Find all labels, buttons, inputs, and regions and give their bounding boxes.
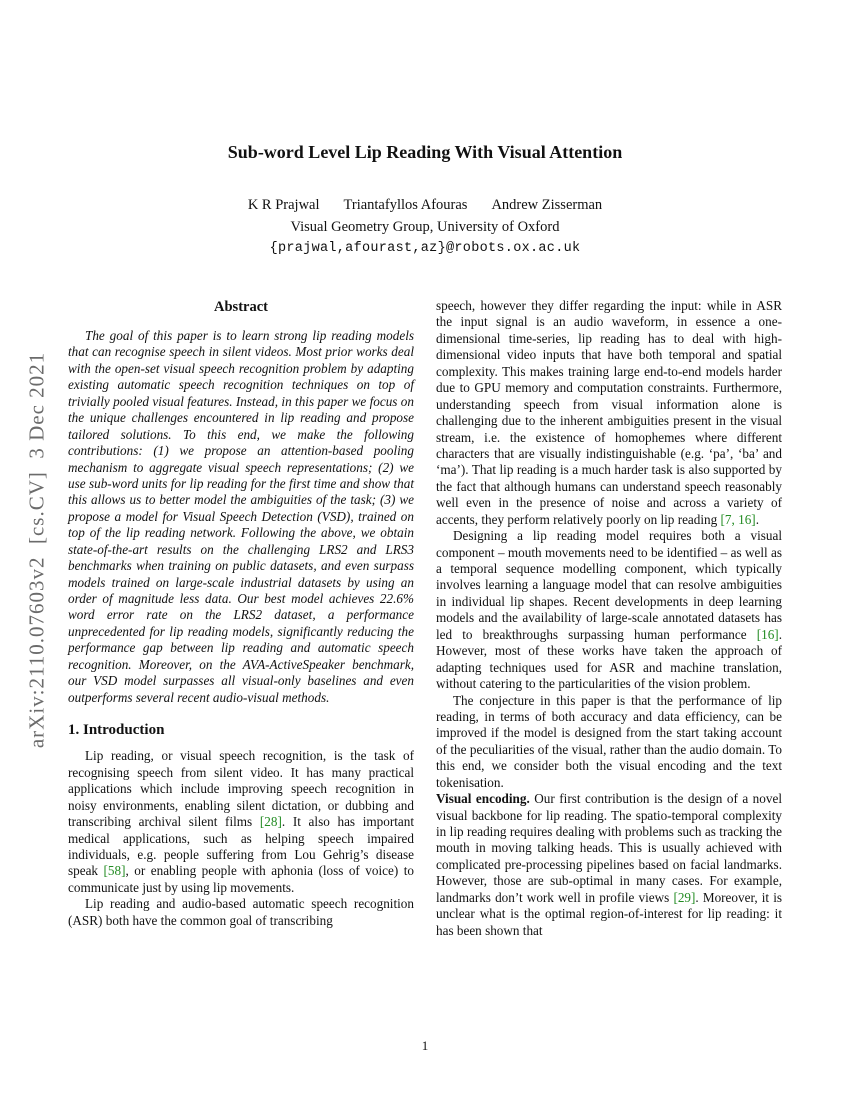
paragraph-lead-bold: Visual encoding. <box>436 791 530 807</box>
author-list <box>68 197 782 214</box>
page-number: 1 <box>421 1038 429 1053</box>
citation-link[interactable]: [16] <box>756 626 779 642</box>
section-heading: 1. Introduction <box>68 722 165 739</box>
paper-header <box>68 142 782 256</box>
abstract-heading: Abstract <box>214 299 268 315</box>
two-column-body <box>68 298 782 939</box>
paragraph: The conjecture in this paper is that the performance of lip reading, in terms of both accuracy and data efficiency, can be improved if the model is designed from the start taking account of the peculiarities of the visual, rather than the audio domain. To this end, we consider both the visual encoding and the text tokenisation. <box>436 692 782 790</box>
author-name: K R Prajwal <box>247 197 320 213</box>
author-name: Andrew Zisserman <box>491 197 603 213</box>
paragraph: Designing a lip reading model requires both a visual component – mouth movements need to be identified – as well as a temporal sequence modelling component, which typically involves learning a language model that can resolve ambiguities in individual lip shapes. Recent developments in deep learning models and the availability of large-scale annotated datasets has led to breakthroughs surpassing human performance [16]. However, most of these works have taken the approach of adapting techniques used for ASR and machine translation, without catering to the particularities of the vision problem. <box>436 528 782 692</box>
citation-link[interactable]: [29] <box>673 889 696 905</box>
author-name: Triantafyllos Afouras <box>343 197 468 213</box>
citation-link[interactable]: [28] <box>259 814 282 830</box>
paragraph: Visual encoding. Our first contribution is the design of a novel visual backbone for lip reading. The spatio-temporal complexity in lip reading requires dealing with problems such as tracking the mouth in moving talking heads. This is usually achieved with complicated pre-processing pipelines based on facial landmarks. However, those are sub-optimal in many cases. For example, landmarks don’t work well in profile views [29]. Moreover, it is unclear what is the optimal region-of-interest for lip reading: it has been shown that <box>436 791 783 938</box>
arxiv-watermark: arXiv:2110.07603v2 [cs.CV] 3 Dec 2021 <box>24 351 49 749</box>
paragraph: Lip reading and audio-based automatic speech recognition (ASR) both have the common goal of transcribing <box>68 896 414 928</box>
paragraph: speech, however they differ regarding the input: while in ASR the input signal is an audio waveform, in essence a one-dimensional time-series, lip reading has to deal with high-dimensional video inputs that have both temporal and spatial complexity. This makes training large end-to-end models harder due to GPU memory and computation constraints. Furthermore, understanding speech from visual information alone is challenging due to the inherent ambiguities present in the visual stream, i.e. the existence of homophemes where different characters that are visually indistinguishable (e.g. ‘pa’, ‘ba’ and ‘ma’). That lip reading is a much harder task is also supported by the fact that although humans can understand speech reasonably well even in the presence of noise and across a variety of accents, they perform relatively poorly on lip reading [7, 16]. <box>436 298 782 527</box>
right-column <box>436 298 782 939</box>
citation-link[interactable]: [58] <box>103 863 126 879</box>
citation-link[interactable]: [7, 16] <box>720 511 756 527</box>
left-column <box>68 298 414 939</box>
paper-title: Sub-word Level Lip Reading With Visual Attention <box>227 142 623 162</box>
paragraph: Lip reading, or visual speech recognition, is the task of recognising speech from silent video. It has many practical applications which include improving speech recognition in noisy environments, enabling silent dictation, or dubbing and transcribing archival silent films [28]. It also has important medical applications, such as helping speech impaired individuals, e.g. people suffering from Lou Gehrig’s disease speak [58], or enabling people with aphonia (loss of voice) to communicate just by using lip movements. <box>68 748 415 895</box>
contact-email: {prajwal,afourast,az}@robots.ox.ac.uk <box>269 241 581 256</box>
affiliation: Visual Geometry Group, University of Oxford <box>290 219 560 235</box>
page-content <box>68 142 782 939</box>
paragraph: The goal of this paper is to learn strong lip reading models that can recognise speech in silent videos. Most prior works deal with the open-set visual speech recognition problem by adapting existing automatic speech recognition techniques on top of trivially pooled visual features. Instead, in this paper we focus on the unique challenges encountered in lip reading and propose tailored solutions. To this end, we make the following contributions: (1) we propose an attention-based pooling mechanism to aggregate visual speech representations; (2) we use sub-word units for lip reading for the first time and show that this allows us to better model the ambiguities of the task; (3) we propose a model for Visual Speech Detection (VSD), trained on top of the lip reading network. Following the above, we obtain state-of-the-art results on the challenging LRS2 and LRS3 benchmarks when training on public datasets, and even surpass models trained on large-scale industrial datasets by using an order of magnitude less data. Our best model achieves 22.6% word error rate on the LRS2 dataset, a performance unprecedented for lip reading models, significantly reducing the performance gap between lip reading and automatic speech recognition. Moreover, on the AVA-ActiveSpeaker benchmark, our VSD model surpasses all visual-only baselines and even outperforms several recent audio-visual methods. <box>68 328 414 705</box>
